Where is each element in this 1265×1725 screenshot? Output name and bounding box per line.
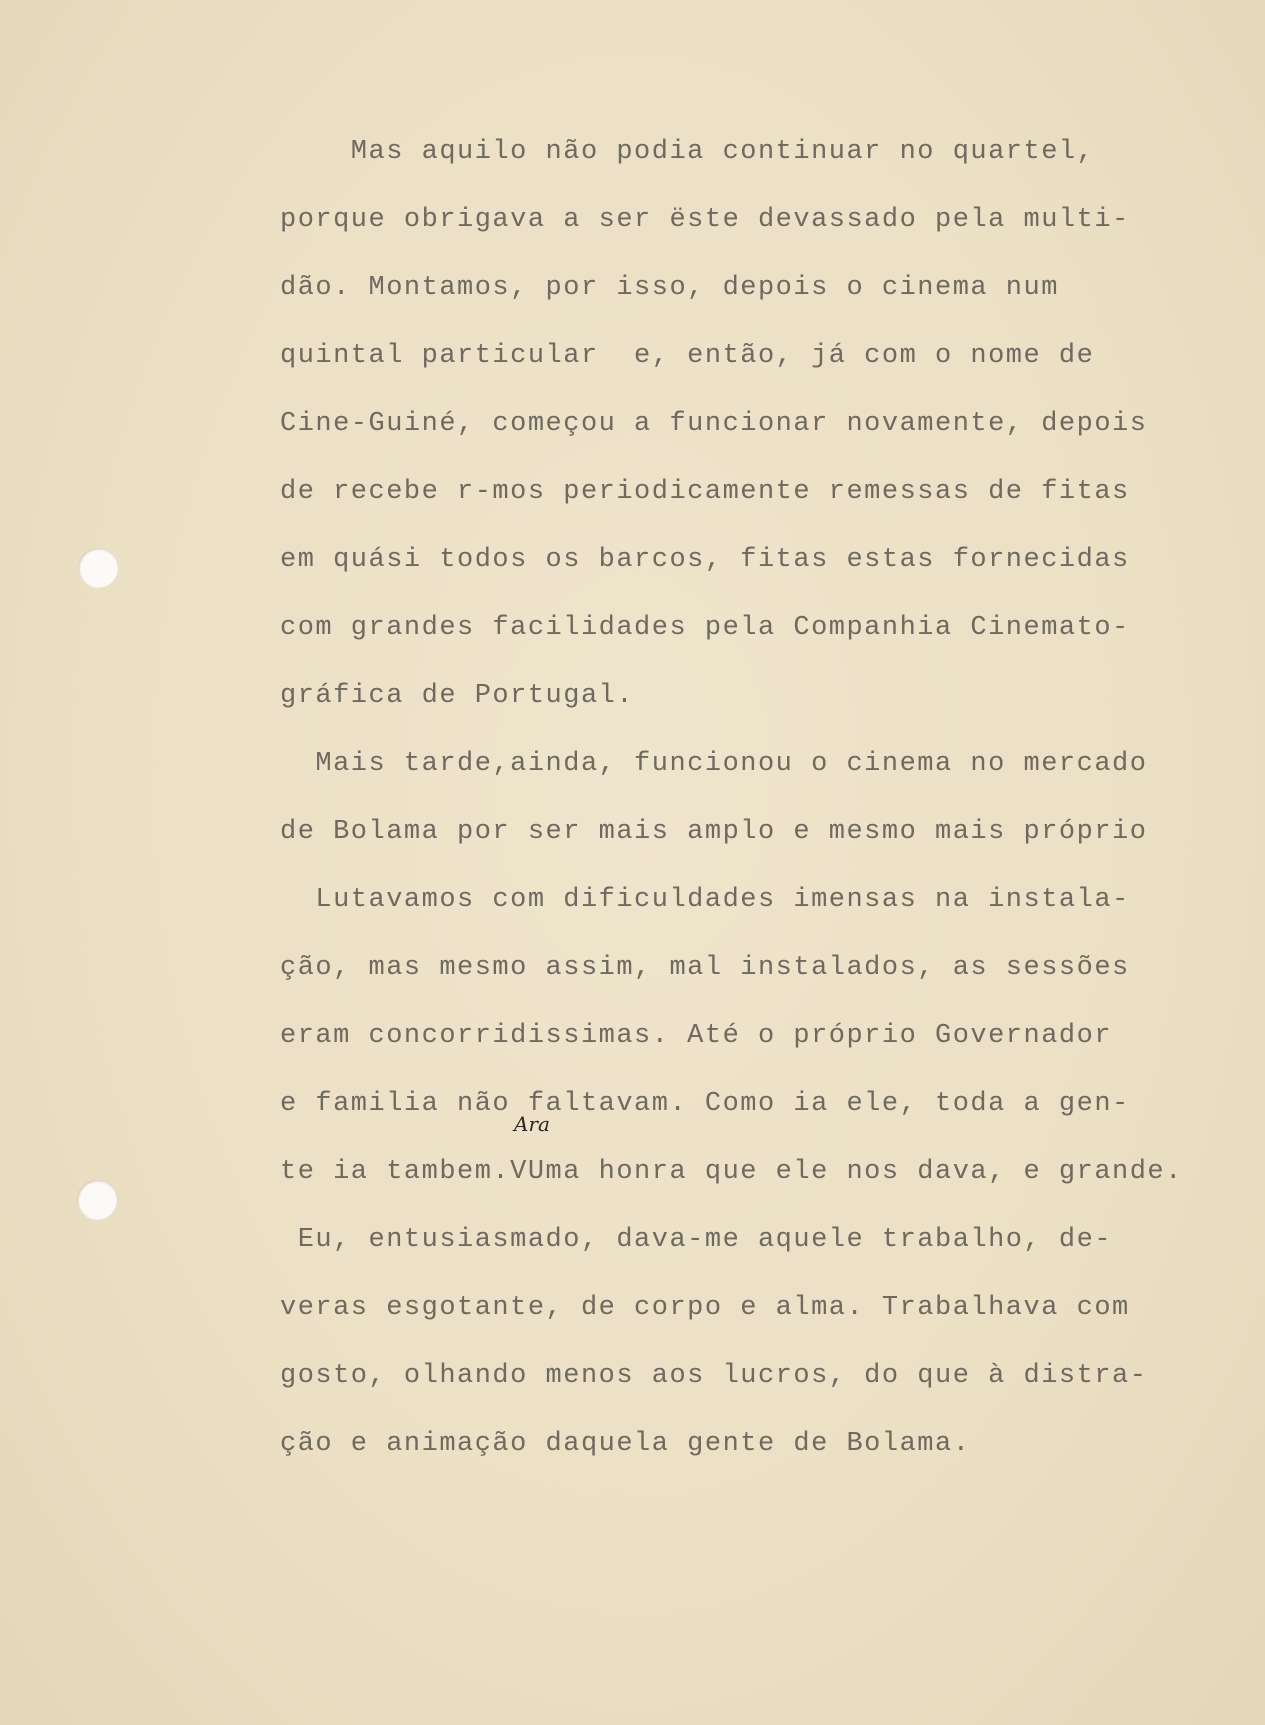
text-line: Mas aquilo não podia continuar no quartel, — [280, 137, 1095, 167]
punch-hole-top — [78, 548, 118, 588]
text-line: quintal particular e, então, já com o nome de — [280, 341, 1095, 371]
text-line: Lutavamos com dificuldades imensas na instala- — [280, 885, 1130, 915]
text-line: e familia não faltavam. Como ia ele, toda a gen- — [280, 1089, 1130, 1119]
handwritten-insertion: Ara — [514, 1112, 550, 1136]
text-line: gráfica de Portugal. — [280, 681, 635, 711]
text-line: porque obrigava a ser ëste devassado pela multi- — [280, 205, 1130, 235]
text-line: Eu, entusiasmado, dava-me aquele trabalho, de- — [280, 1225, 1113, 1255]
text-line: dão. Montamos, por isso, depois o cinema num — [280, 273, 1059, 303]
punch-hole-bottom — [77, 1180, 117, 1220]
text-line: eram concorridissimas. Até o próprio Governador — [280, 1021, 1113, 1051]
text-line: Cine-Guiné, começou a funcionar novamente, depois — [280, 409, 1148, 439]
text-line: em quási todos os barcos, fitas estas fornecidas — [280, 545, 1130, 575]
text-line: ção, mas mesmo assim, mal instalados, as sessões — [280, 953, 1130, 983]
text-line: veras esgotante, de corpo e alma. Trabalhava com — [280, 1293, 1130, 1323]
text-line: te ia tambem.VUma honra que ele nos dava, e grande. — [280, 1157, 1183, 1187]
text-line: de Bolama por ser mais amplo e mesmo mais próprio — [280, 817, 1148, 847]
text-line: com grandes facilidades pela Companhia Cinemato- — [280, 613, 1130, 643]
typewritten-text — [280, 118, 1260, 1478]
text-line: gosto, olhando menos aos lucros, do que à distra- — [280, 1361, 1148, 1391]
text-line: Mais tarde,ainda, funcionou o cinema no mercado — [280, 749, 1148, 779]
text-line: ção e animação daquela gente de Bolama. — [280, 1429, 971, 1459]
text-line: de recebe r-mos periodicamente remessas de fitas — [280, 477, 1130, 507]
